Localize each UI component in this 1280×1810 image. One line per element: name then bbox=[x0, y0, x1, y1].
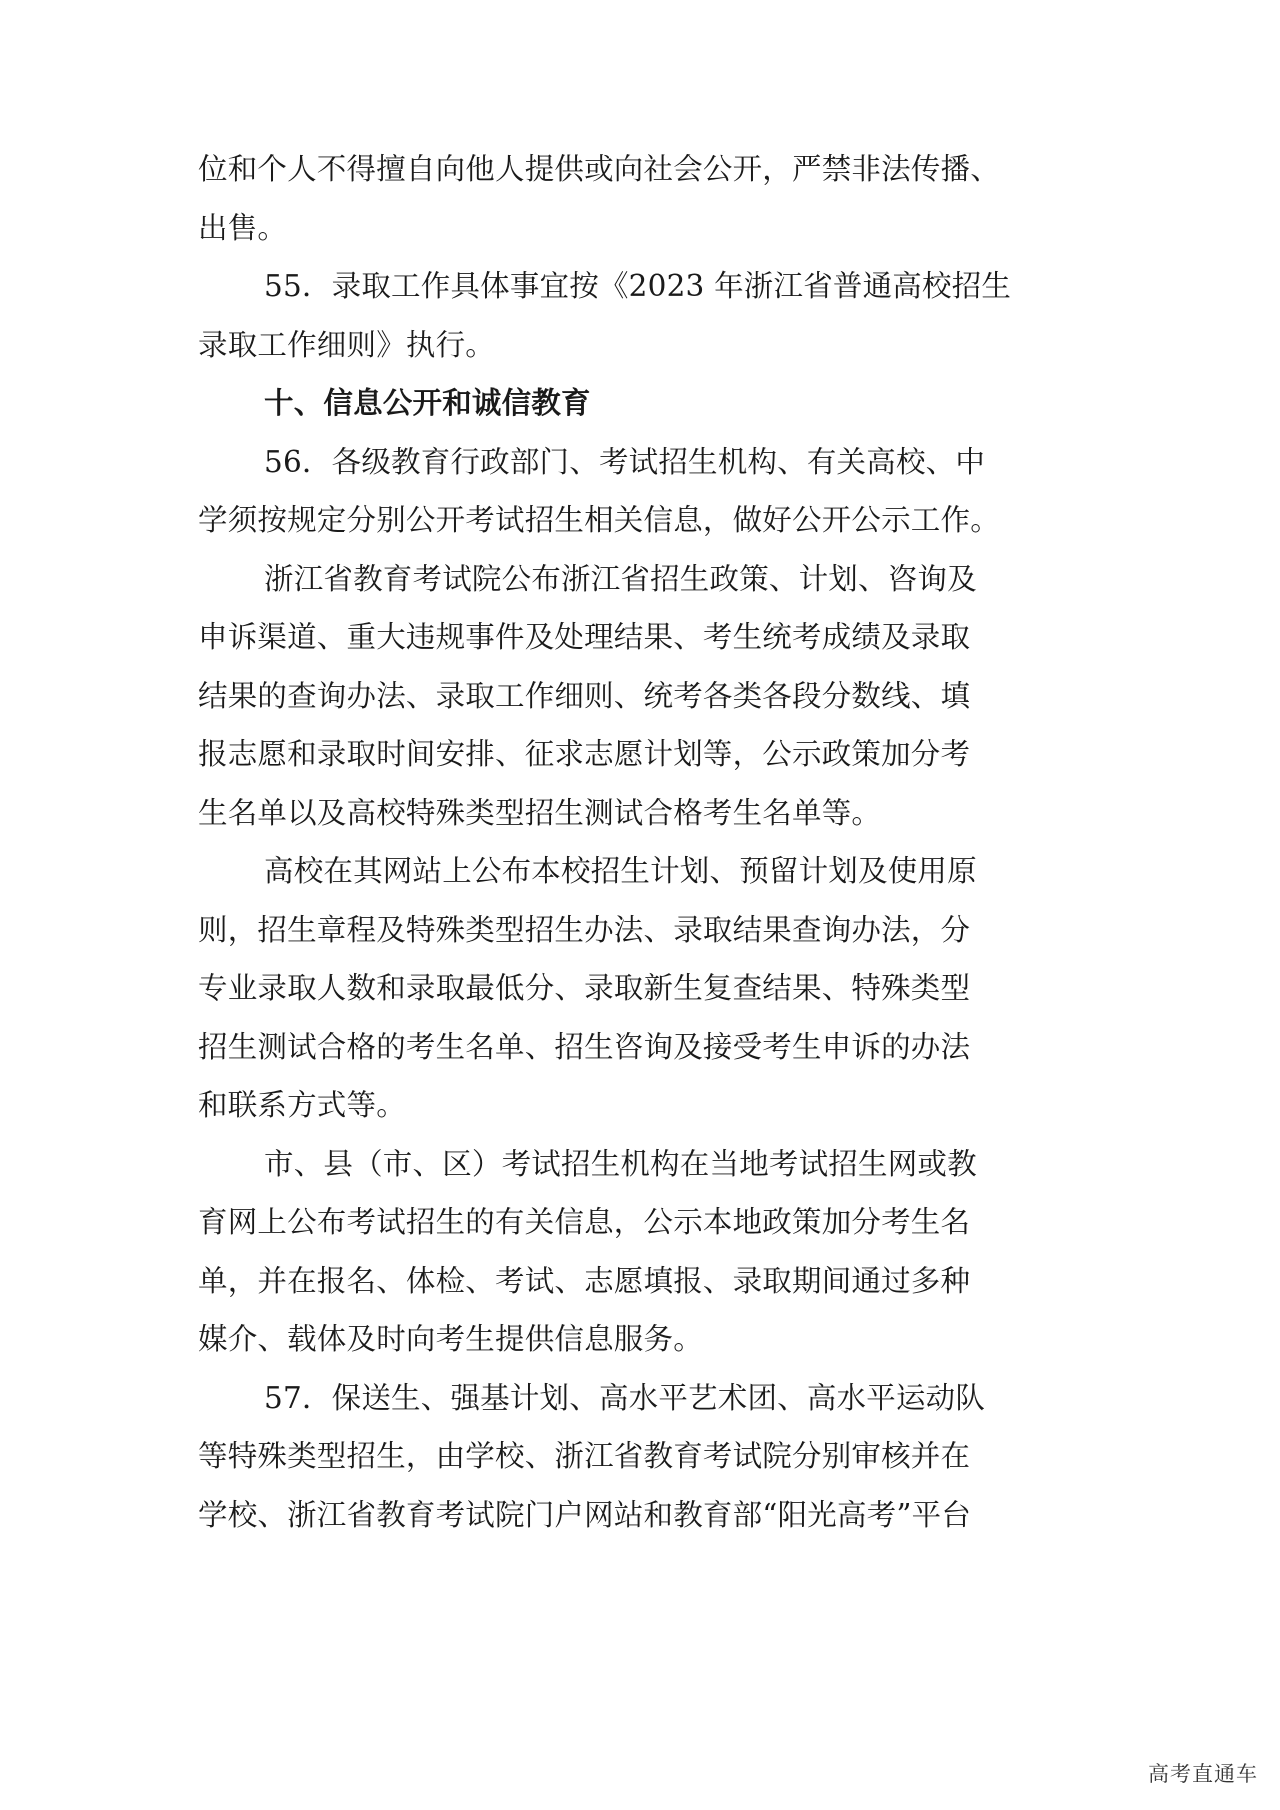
watermark: 高考直通车 bbox=[1148, 1762, 1258, 1786]
text-line: 生名单以及高校特殊类型招生测试合格考生名单等。 bbox=[198, 795, 882, 830]
text-line: 专业录取人数和录取最低分、录取新生复查结果、特殊类型 bbox=[198, 971, 971, 1005]
document-body bbox=[198, 140, 1098, 1544]
text-line: 招生测试合格的考生名单、招生咨询及接受考生申诉的办法 bbox=[198, 1029, 971, 1064]
paragraph-start: 市、县（市、区）考试招生机构在当地考试招生网或教 bbox=[264, 1146, 977, 1181]
text-line: 申诉渠道、重大违规事件及处理结果、考生统考成绩及录取 bbox=[198, 620, 971, 654]
text-line: 结果的查询办法、录取工作细则、统考各类各段分数线、填 bbox=[198, 678, 971, 713]
paragraph-start: 高校在其网站上公布本校招生计划、预留计划及使用原 bbox=[264, 854, 977, 888]
text-line: 则，招生章程及特殊类型招生办法、录取结果查询办法，分 bbox=[198, 912, 971, 947]
text-line: 单，并在报名、体检、考试、志愿填报、录取期间通过多种 bbox=[198, 1263, 971, 1298]
text-line: 等特殊类型招生，由学校、浙江省教育考试院分别审核并在 bbox=[198, 1439, 971, 1473]
text-line: 育网上公布考试招生的有关信息，公示本地政策加分考生名 bbox=[198, 1205, 971, 1239]
text-line: 录取工作细则》执行。 bbox=[198, 327, 496, 362]
text-line: 媒介、载体及时向考生提供信息服务。 bbox=[198, 1322, 703, 1356]
text-line: 位和个人不得擅自向他人提供或向社会公开，严禁非法传播、 bbox=[198, 152, 1000, 186]
text-line: 报志愿和录取时间安排、征求志愿计划等，公示政策加分考 bbox=[198, 737, 971, 771]
text-line: 和联系方式等。 bbox=[198, 1088, 406, 1122]
paragraph-start-57: 57．保送生、强基计划、高水平艺术团、高水平运动队 bbox=[264, 1380, 986, 1415]
paragraph-start-56: 56．各级教育行政部门、考试招生机构、有关高校、中 bbox=[264, 444, 986, 479]
section-heading: 十、信息公开和诚信教育 bbox=[264, 386, 591, 420]
text-line: 出售。 bbox=[198, 210, 288, 245]
paragraph-start: 浙江省教育考试院公布浙江省招生政策、计划、咨询及 bbox=[264, 561, 977, 596]
paragraph-start-55: 55．录取工作具体事宜按《2023 年浙江省普通高校招生 bbox=[264, 269, 1012, 303]
text-line: 学须按规定分别公开考试招生相关信息，做好公开公示工作。 bbox=[198, 503, 1000, 537]
text-line: 学校、浙江省教育考试院门户网站和教育部“阳光高考”平台 bbox=[198, 1497, 972, 1532]
